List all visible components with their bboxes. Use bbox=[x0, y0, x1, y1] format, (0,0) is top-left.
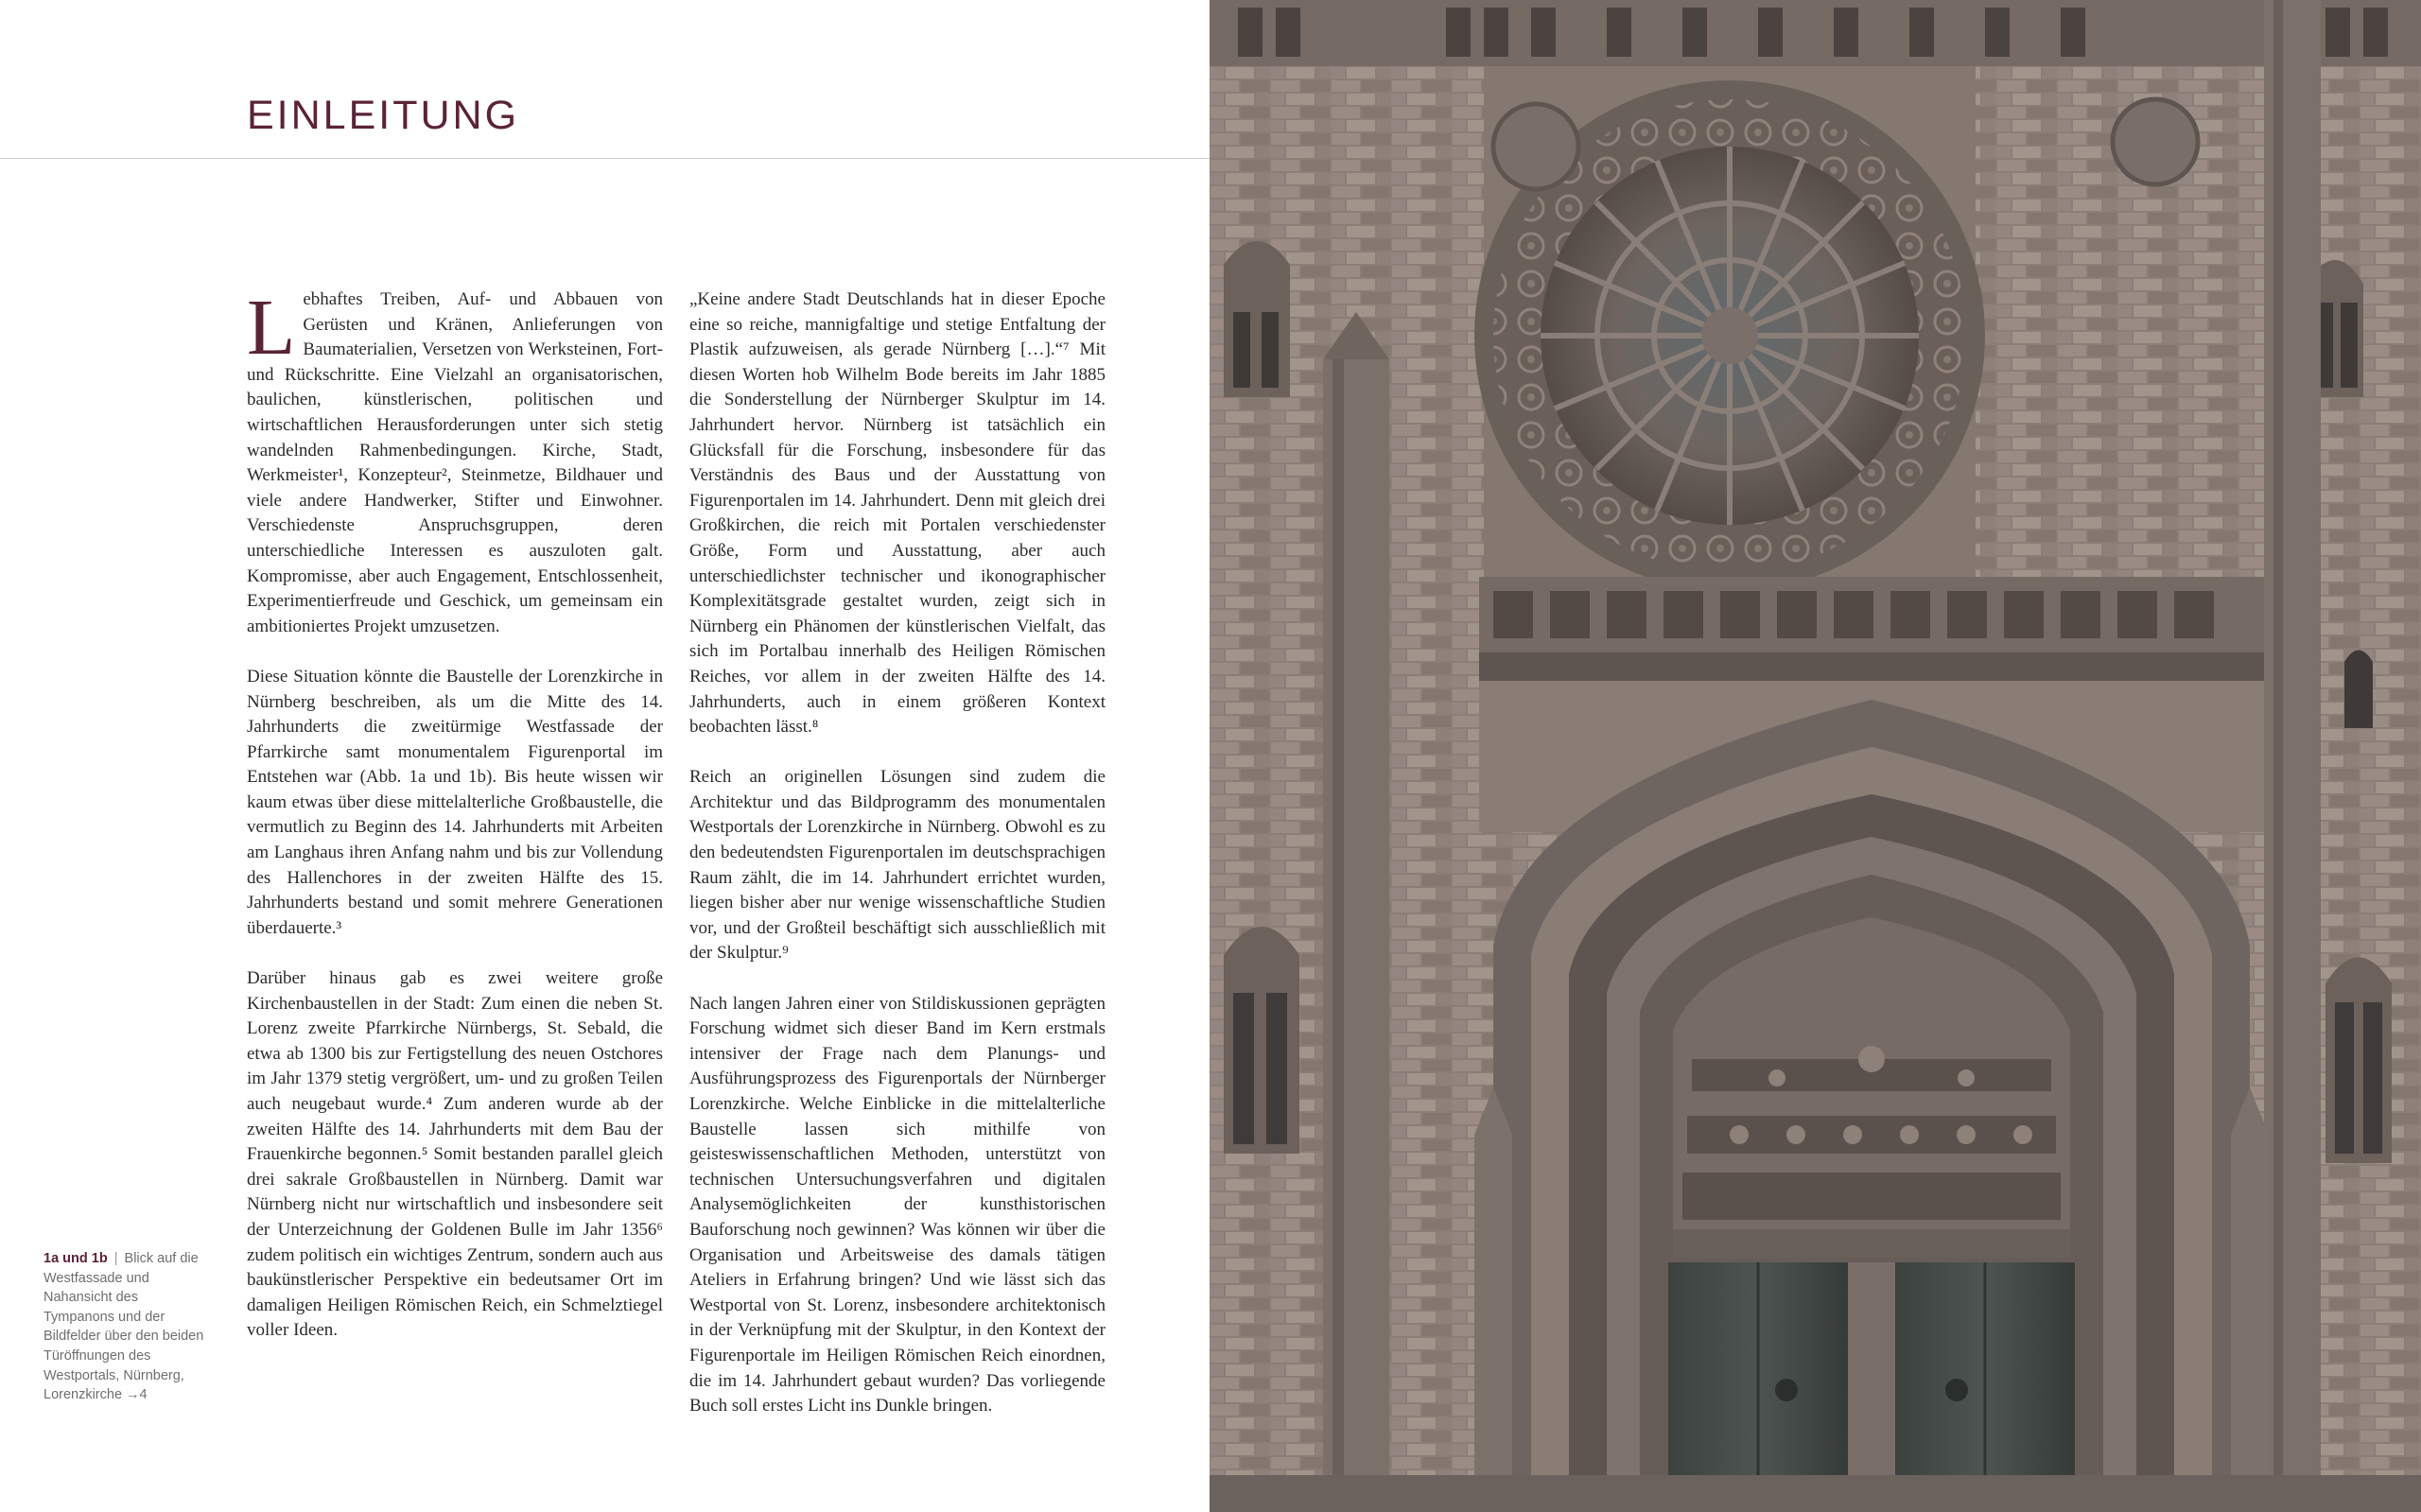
paragraph: Reich an originellen Lösungen sind zudem die Architektur und das Bildprogramm des monumentalen Westportals der Lorenzkirche in Nürnberg. Obwohl es zu den bedeutendsten Figurenportalen im deutschsprachigen Raum zählt, die im 14. Jahrhundert errichtet wurden, liegen bisher aber nur wenige wissenschaftliche Studien vor, und der Großteil beschäftigt sich ausschließlich mit der Skulptur.⁹ bbox=[689, 767, 1106, 964]
text-column-right bbox=[689, 287, 1106, 1444]
title-divider bbox=[0, 158, 1210, 159]
paragraph-text: ebhaftes Treiben, Auf- und Abbauen von Gerüsten und Kränen, Anlieferungen von Baumaterialien, Versetzen von Werksteinen, Fort- und Rückschritte. Eine Vielzahl an organisatorischen, baulichen, künstlerischen, politischen und wirtschaftlichen Herausforderungen unter sich stetig wandelnden Rahmenbedingungen. Kirche, Stadt, Werkmeister¹, Konzepteur², Steinmetze, Bildhauer und viele andere Handwerker, Stifter und Einwohner. Verschiedenste Anspruchsgruppen, deren unterschiedliche Interessen es auszuloten galt. Kompromisse, aber auch Engagement, Entschlossenheit, Experimentierfreude und Geschick, um gemeinsam ein ambitioniertes Projekt umzusetzen. bbox=[247, 289, 663, 636]
paragraph: Nach langen Jahren einer von Stildiskussionen geprägten Forschung widmet sich dieser Band im Kern erstmals intensiver der Frage nach dem Planungs- und Ausführungsprozess des Figurenportals der Nürnberger Lorenzkirche. Welche Einblicke in die mittelalterliche Baustelle lassen sich mithilfe von geisteswissenschaftlichen Methoden, unterstützt von technischen Untersuchungsverfahren und digitalen Analysemöglichkeiten der kunsthistorischen Bauforschung noch gewinnen? Was können wir über die Organisation und Arbeitsweise des damals tätigen Ateliers in Erfahrung bringen? Und wie lässt sich das Westportal von St. Lorenz, insbesondere architektonisch in der Verknüpfung mit der Skulptur, in den Kontext der Figurenportale im Heiligen Römischen Reich einordnen, die im 14. Jahrhundert gebaut wurden? Das vorliegende Buch soll erstes Licht ins Dunkle bringen. bbox=[689, 993, 1106, 1416]
caption-text: Blick auf die Westfassade und Nahansicht des Tympanons und der Bildfelder über den beiden Türöffnungen des Westportals, Nürnberg, Lorenzkirche bbox=[44, 1251, 204, 1403]
paragraph bbox=[247, 284, 663, 639]
caption-label: 1a und 1b bbox=[44, 1251, 108, 1266]
drop-cap: L bbox=[247, 284, 296, 372]
figure-caption bbox=[44, 1249, 212, 1405]
facade-illustration bbox=[1210, 0, 2421, 1512]
cathedral-west-facade-photo bbox=[1210, 0, 2421, 1512]
chapter-title: EINLEITUNG bbox=[247, 93, 520, 138]
text-column-left bbox=[247, 284, 663, 1369]
caption-arrow: →4 bbox=[126, 1387, 148, 1403]
paragraph: Diese Situation könnte die Baustelle der Lorenzkirche in Nürnberg beschreiben, als um die Mitte des 14. Jahrhunderts die zweitürmige Westfassade der Pfarrkirche samt monumentalem Figurenportal im Entstehen war (Abb. 1a und 1b). Bis heute wissen wir kaum etwas über diese mittelalterliche Großbaustelle, die vermutlich zu Beginn des 14. Jahrhunderts mit Arbeiten am Langhaus ihren Anfang nahm und bis zur Vollendung des Hallenchores in der zweiten Hälfte des 15. Jahrhunderts bestand und somit mehrere Generationen überdauerte.³ bbox=[247, 666, 663, 938]
text-page bbox=[0, 0, 1210, 1512]
paragraph: „Keine andere Stadt Deutschlands hat in dieser Epoche eine so reiche, mannigfaltige und stetige Entfaltung der Plastik aufzuweisen, als gerade Nürnberg […].“⁷ Mit diesen Worten hob Wilhelm Bode bereits im Jahr 1885 die Sonderstellung der Nürnberger Skulptur im 14. Jahrhundert hervor. Nürnberg ist tatsächlich ein Glücksfall für die Forschung, insbesondere für das Verständnis des Baus und der Ausstattung von Figurenportalen im 14. Jahrhundert. Denn mit gleich drei Großkirchen, die reich mit Portalen verschiedenster Größe, Form und Ausstattung, aber auch unterschiedlichster technischer und ikonographischer Komplexitätsgrade gestaltet wurden, zeigt sich in Nürnberg ein Phänomen der künstlerischen Vielfalt, das sich im Portalbau innerhalb des Heiligen Römischen Reiches, vor allem in der zweiten Hälfte des 14. Jahrhunderts, auch in einem größeren Kontext beobachten lässt.⁸ bbox=[689, 289, 1106, 738]
caption-separator: | bbox=[113, 1251, 118, 1266]
paragraph: Darüber hinaus gab es zwei weitere große Kirchenbaustellen in der Stadt: Zum einen die neben St. Lorenz zweite Pfarrkirche Nürnbergs, St. Sebald, die etwa ab 1300 bis zur Fertigstellung des neuen Ostchores im Jahr 1379 stetig vergrößert, um- und zu großen Teilen auch neugebaut wurde.⁴ Zum anderen wurde ab der zweiten Hälfte des 14. Jahrhunderts mit dem Bau der Frauenkirche begonnen.⁵ Somit bestanden parallel gleich drei sakrale Großbaustellen in Nürnberg. Damit war Nürnberg nicht nur wirtschaftlich und insbesondere seit der Unterzeichnung der Goldenen Bulle im Jahr 1356⁶ zudem politisch ein wichtiges Zentrum, sondern auch aus baukünstlerischer Perspektive ein bedeutsamer Ort im damaligen Heiligen Römischen Reich, ein Schmelztiegel voller Ideen. bbox=[247, 968, 663, 1341]
